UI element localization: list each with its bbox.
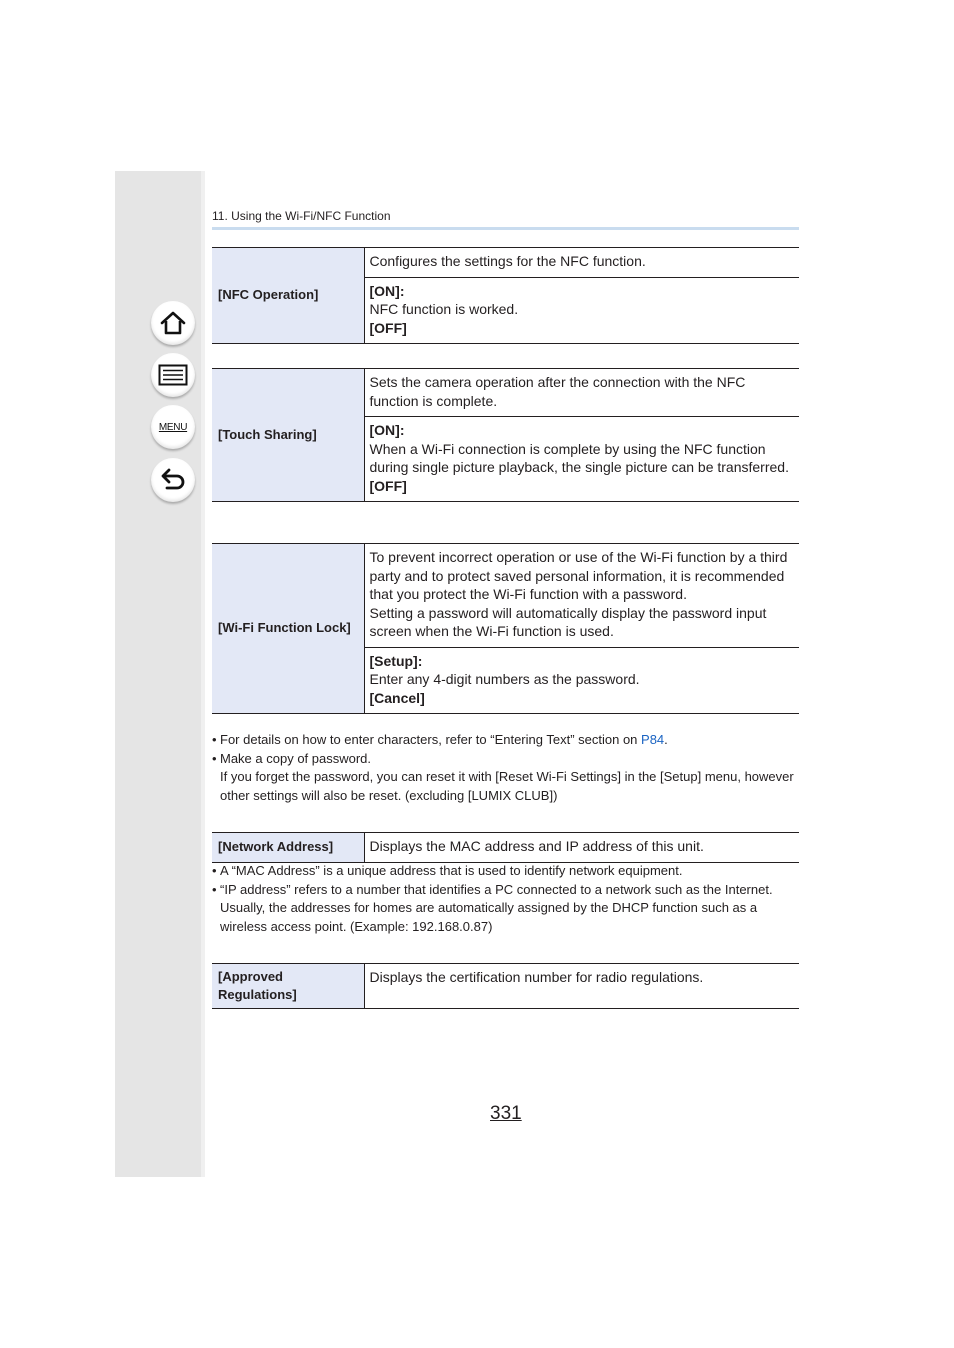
menu-button[interactable] (151, 405, 195, 449)
note-item (212, 750, 799, 769)
note-text: “IP address” refers to a number that identifies a PC connected to a network such as the Internet. Usually, the addresses for homes are automatically assigned by the DHCP function such as a wireless access point. (Example: 192.168.0.87) (220, 881, 773, 934)
home-button[interactable] (151, 301, 195, 345)
network-address-label: [Network Address] (212, 833, 364, 863)
network-notes (212, 862, 799, 936)
touch-on-text: When a Wi-Fi connection is complete by using the NFC function during single picture playback, the single picture can be transferred. (369, 440, 789, 475)
menu-icon: MENU (158, 421, 188, 433)
wifi-setup-text: Enter any 4-digit numbers as the password. (369, 671, 640, 687)
wifi-lock-table (212, 543, 799, 714)
nfc-off-label: [OFF] (369, 319, 407, 336)
touch-off-label: [OFF] (369, 477, 407, 494)
back-button[interactable] (151, 458, 195, 502)
wifi-lock-description-1: To prevent incorrect operation or use of the Wi-Fi function by a third party and to protect saved personal information, it is recommended that you protect the Wi-Fi function with a password. (369, 549, 788, 602)
approved-regulations-description: Displays the certification number for radio regulations. (364, 964, 799, 1009)
nfc-operation-label: [NFC Operation] (212, 248, 364, 344)
bullet: • (212, 732, 217, 747)
wifi-setup-label: [Setup]: (369, 652, 423, 669)
sidebar-edge (201, 171, 205, 1177)
note-text: For details on how to enter characters, refer to “Entering Text” section on (220, 732, 642, 747)
approved-regulations-label: [Approved Regulations] (212, 964, 364, 1009)
bullet: • (212, 863, 217, 878)
note-end: . (664, 732, 668, 747)
touch-sharing-table (212, 368, 799, 502)
note-item (212, 881, 799, 937)
note-continuation: If you forget the password, you can reset it with [Reset Wi-Fi Settings] in the [Setup] menu, however other settings will also be reset. (excluding [LUMIX CLUB]) (220, 769, 794, 803)
header-rule (212, 227, 799, 230)
home-icon (159, 310, 187, 336)
note-item (212, 862, 799, 881)
note-item (212, 731, 799, 750)
approved-regulations-table (212, 963, 799, 1009)
wifi-cancel-label: [Cancel] (369, 689, 425, 706)
touch-on-label: [ON]: (369, 422, 405, 438)
note-text: A “MAC Address” is a unique address that is used to identify network equipment. (220, 863, 683, 878)
list-button[interactable] (151, 353, 195, 397)
bullet: • (212, 750, 217, 766)
list-icon (158, 364, 188, 386)
note-text: Make a copy of password. (220, 750, 372, 766)
network-address-description: Displays the MAC address and IP address of this unit. (364, 833, 799, 863)
nfc-on-text: NFC function is worked. (369, 301, 519, 317)
touch-sharing-description: Sets the camera operation after the connection with the NFC function is complete. (364, 369, 799, 417)
wifi-lock-notes (212, 731, 799, 805)
section-title: 11. Using the Wi-Fi/NFC Function (212, 209, 391, 223)
touch-sharing-label: [Touch Sharing] (212, 369, 364, 502)
page-number: 331 (490, 1103, 522, 1124)
wifi-lock-description-2: Setting a password will automatically display the password input screen when the Wi-Fi function is used. (369, 604, 767, 639)
nfc-operation-table (212, 247, 799, 344)
wifi-lock-label: [Wi-Fi Function Lock] (212, 544, 364, 714)
nfc-operation-description: Configures the settings for the NFC function. (364, 248, 799, 278)
page-link-p84[interactable]: P84 (641, 732, 665, 747)
nfc-on-label: [ON]: (369, 282, 405, 299)
network-address-table (212, 832, 799, 863)
bullet: • (212, 881, 217, 897)
back-icon (159, 468, 187, 492)
